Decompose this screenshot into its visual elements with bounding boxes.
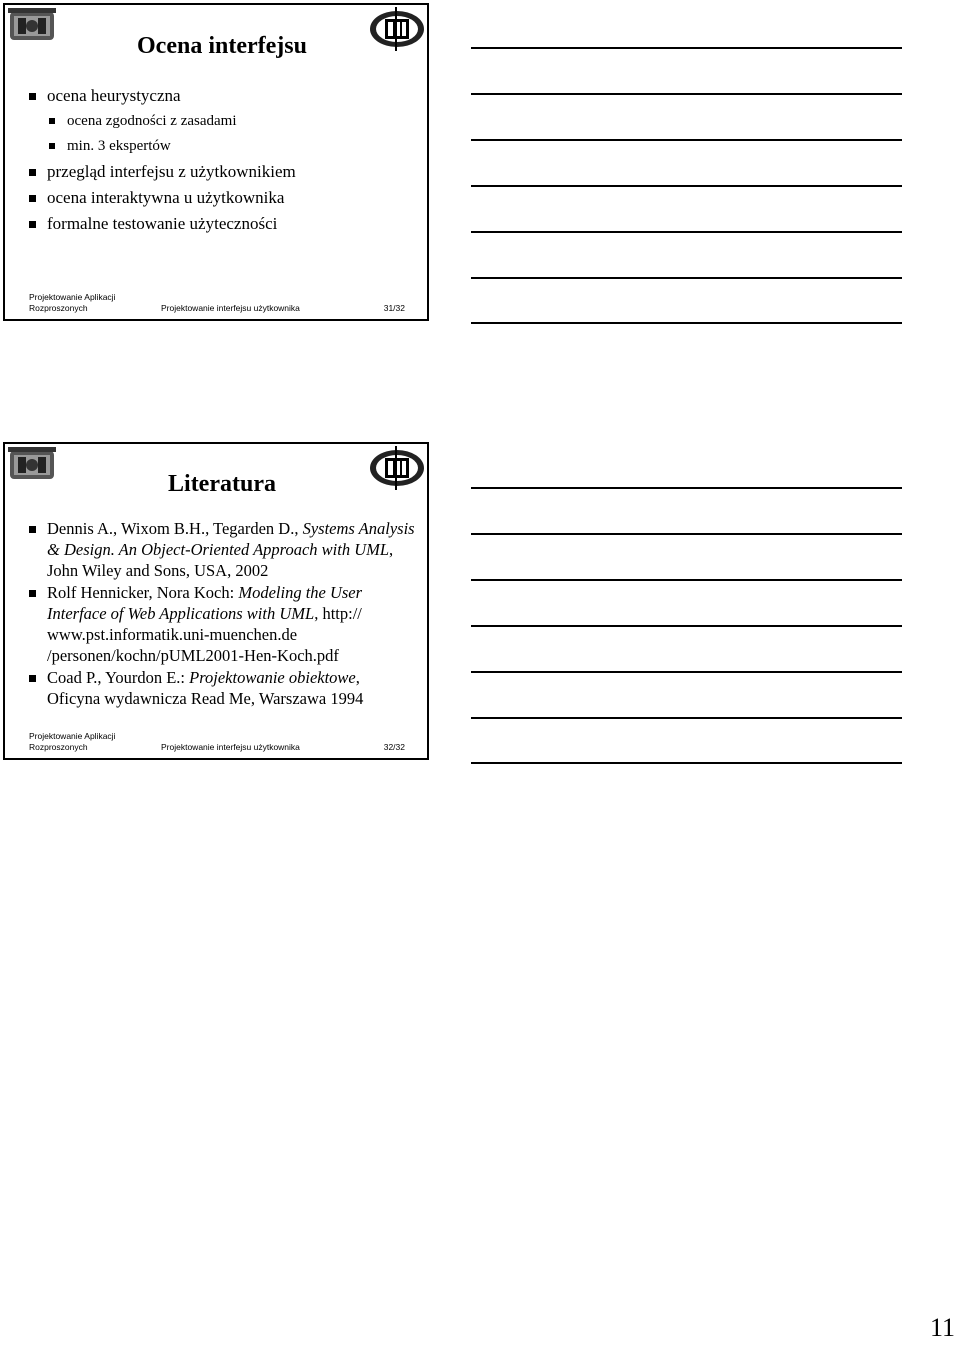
slide-2 — [3, 442, 429, 760]
footer-course: Projektowanie Aplikacji Rozproszonych — [29, 731, 116, 752]
note-line — [471, 277, 902, 279]
footer-topic: Projektowanie interfejsu użytkownika — [161, 303, 300, 313]
slide-title: Ocena interfejsu — [137, 33, 307, 59]
ref-authors: Coad P., Yourdon E.: — [47, 668, 190, 687]
list-item: ocena zgodności z zasadami — [49, 109, 417, 134]
list-item: ocena interaktywna u użytkownika — [29, 185, 417, 211]
list-item — [29, 518, 417, 581]
ref-publisher: , http:// www.pst.informatik.uni-muenchen.de /personen/kochn/pUML2001-Hen-Koch.pdf — [47, 604, 362, 665]
slide-footer — [29, 292, 405, 314]
slide-footer — [29, 731, 405, 753]
note-line — [471, 762, 902, 764]
ref-authors: Rolf Hennicker, Nora Koch: — [47, 583, 239, 602]
list-item: ocena heurystyczna — [29, 83, 417, 109]
bullet-list — [29, 83, 417, 237]
note-line — [471, 533, 902, 535]
ref-title: Systems Analysis & Design. An Object-Oriented Approach with UML — [47, 519, 415, 559]
note-line — [471, 185, 902, 187]
list-item — [29, 667, 417, 709]
list-item — [29, 582, 417, 666]
note-line — [471, 579, 902, 581]
footer-page-number: 32/32 — [383, 742, 405, 752]
ref-title: Projektowanie obiektowe — [189, 668, 356, 687]
slide-title: Literatura — [168, 471, 276, 497]
ref-publisher: , Oficyna wydawnicza Read Me, Warszawa 1994 — [47, 668, 364, 708]
list-item: przegląd interfejsu z użytkownikiem — [29, 159, 417, 185]
page-number: 11 — [929, 1313, 955, 1342]
note-line — [471, 231, 902, 233]
note-line — [471, 671, 902, 673]
ref-authors: Dennis A., Wixom B.H., Tegarden D., — [47, 519, 303, 538]
note-line — [471, 717, 902, 719]
ref-title: Modeling the User Interface of Web Applications with UML — [47, 583, 363, 623]
slide-1 — [3, 3, 429, 321]
footer-page-number: 31/32 — [383, 303, 405, 313]
footer-topic: Projektowanie interfejsu użytkownika — [161, 742, 300, 752]
note-line — [471, 47, 902, 49]
ref-publisher: , John Wiley and Sons, USA, 2002 — [47, 540, 394, 580]
note-line — [471, 139, 902, 141]
footer-course: Projektowanie Aplikacji Rozproszonych — [29, 292, 116, 313]
note-line — [471, 625, 902, 627]
note-line — [471, 487, 902, 489]
note-line — [471, 93, 902, 95]
note-line — [471, 322, 902, 324]
list-item: min. 3 ekspertów — [49, 134, 417, 159]
reference-list — [29, 518, 417, 710]
list-item: formalne testowanie użyteczności — [29, 211, 417, 237]
